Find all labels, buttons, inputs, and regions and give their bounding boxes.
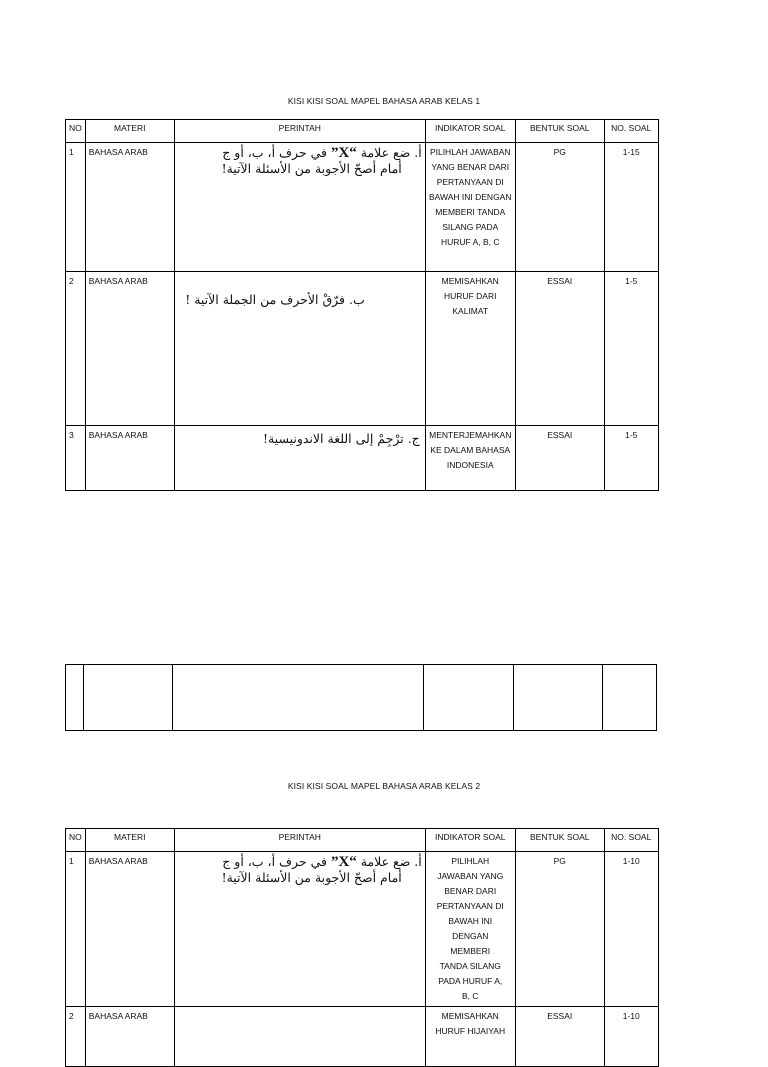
row-no: 2 — [66, 1007, 86, 1067]
row-no: 1 — [66, 852, 86, 1007]
row-no: 2 — [66, 272, 86, 426]
empty-cell — [603, 665, 657, 731]
row-indikator: PILIHLAH JAWABAN YANG BENAR DARI PERTANYAAN DI BAWAH INI DENGAN MEMBERI TANDA SILANG PADA HURUF A, B, C — [425, 143, 515, 272]
empty-table — [65, 664, 657, 731]
table-row — [66, 1007, 659, 1067]
perintah-text-b: في حرف أ، ب، أو ج — [222, 145, 331, 160]
row-bentuk-soal: ESSAI — [515, 272, 604, 426]
header-indikator-soal: INDIKATOR SOAL — [425, 120, 515, 143]
header-no-soal: NO. SOAL — [604, 120, 658, 143]
table-2-title: KISI KISI SOAL MAPEL BAHASA ARAB KELAS 2 — [287, 781, 481, 791]
row-no: 3 — [66, 426, 86, 491]
row-indikator: MENTERJEMAHKAN KE DALAM BAHASA INDONESIA — [425, 426, 515, 491]
header-materi: MATERI — [85, 120, 174, 143]
table-row — [66, 852, 659, 1007]
row-no-soal: 1-5 — [604, 272, 658, 426]
empty-cell — [84, 665, 173, 731]
header-indikator-soal: INDIKATOR SOAL — [425, 829, 515, 852]
empty-cell — [173, 665, 424, 731]
row-no: 1 — [66, 143, 86, 272]
perintah-line-1 — [178, 854, 422, 870]
row-no-soal: 1-10 — [604, 1007, 658, 1067]
header-no: NO — [66, 829, 86, 852]
perintah-text-a: أ. ضع علامة — [356, 854, 422, 869]
row-perintah — [174, 852, 425, 1007]
empty-cell — [66, 665, 84, 731]
row-indikator: PILIHLAH JAWABAN YANG BENAR DARI PERTANYAAN DI BAWAH INI DENGAN MEMBERI TANDA SILANG PADA HURUF A, B, C — [425, 852, 515, 1007]
empty-cell — [514, 665, 603, 731]
row-materi: BAHASA ARAB — [85, 143, 174, 272]
table-row — [66, 143, 659, 272]
empty-row — [66, 665, 657, 731]
perintah-line-2: أمام أصحّ الأجوبة من الأسئلة الآتية! — [221, 161, 402, 176]
row-perintah: ج. ترْجِمْ إلى اللغة الاندونيسية! — [174, 426, 425, 491]
perintah-text-b: في حرف أ، ب، أو ج — [222, 854, 331, 869]
row-materi: BAHASA ARAB — [85, 426, 174, 491]
empty-cell — [424, 665, 514, 731]
header-perintah: PERINTAH — [174, 120, 425, 143]
row-indikator: MEMISAHKAN HURUF DARI KALIMAT — [425, 272, 515, 426]
perintah-x-mark: “X” — [330, 145, 357, 161]
table-header-row — [66, 120, 659, 143]
row-perintah — [174, 143, 425, 272]
kisi-kisi-table-kelas-1 — [65, 119, 659, 491]
header-no: NO — [66, 120, 86, 143]
row-bentuk-soal: ESSAI — [515, 1007, 604, 1067]
row-perintah — [174, 1007, 425, 1067]
table-header-row — [66, 829, 659, 852]
row-bentuk-soal: PG — [515, 143, 604, 272]
row-materi: BAHASA ARAB — [85, 1007, 174, 1067]
perintah-line-2: أمام أصحّ الأجوبة من الأسئلة الآتية! — [221, 870, 402, 885]
header-bentuk-soal: BENTUK SOAL — [515, 829, 604, 852]
row-bentuk-soal: PG — [515, 852, 604, 1007]
perintah-line-1 — [178, 145, 422, 161]
row-no-soal: 1-5 — [604, 426, 658, 491]
row-indikator: MEMISAHKAN HURUF HIJAIYAH — [425, 1007, 515, 1067]
row-no-soal: 1-15 — [604, 143, 658, 272]
table-row — [66, 272, 659, 426]
row-no-soal: 1-10 — [604, 852, 658, 1007]
header-no-soal: NO. SOAL — [604, 829, 658, 852]
row-perintah: ب. فرّقْ الأحرف من الجملة الآتية ! — [174, 272, 425, 426]
row-bentuk-soal: ESSAI — [515, 426, 604, 491]
kisi-kisi-table-kelas-2 — [65, 828, 659, 1067]
table-1-title: KISI KISI SOAL MAPEL BAHASA ARAB KELAS 1 — [287, 96, 481, 106]
header-materi: MATERI — [85, 829, 174, 852]
row-materi: BAHASA ARAB — [85, 852, 174, 1007]
perintah-x-mark: “X” — [330, 854, 357, 870]
perintah-text-a: أ. ضع علامة — [356, 145, 422, 160]
row-materi: BAHASA ARAB — [85, 272, 174, 426]
table-row — [66, 426, 659, 491]
header-bentuk-soal: BENTUK SOAL — [515, 120, 604, 143]
header-perintah: PERINTAH — [174, 829, 425, 852]
